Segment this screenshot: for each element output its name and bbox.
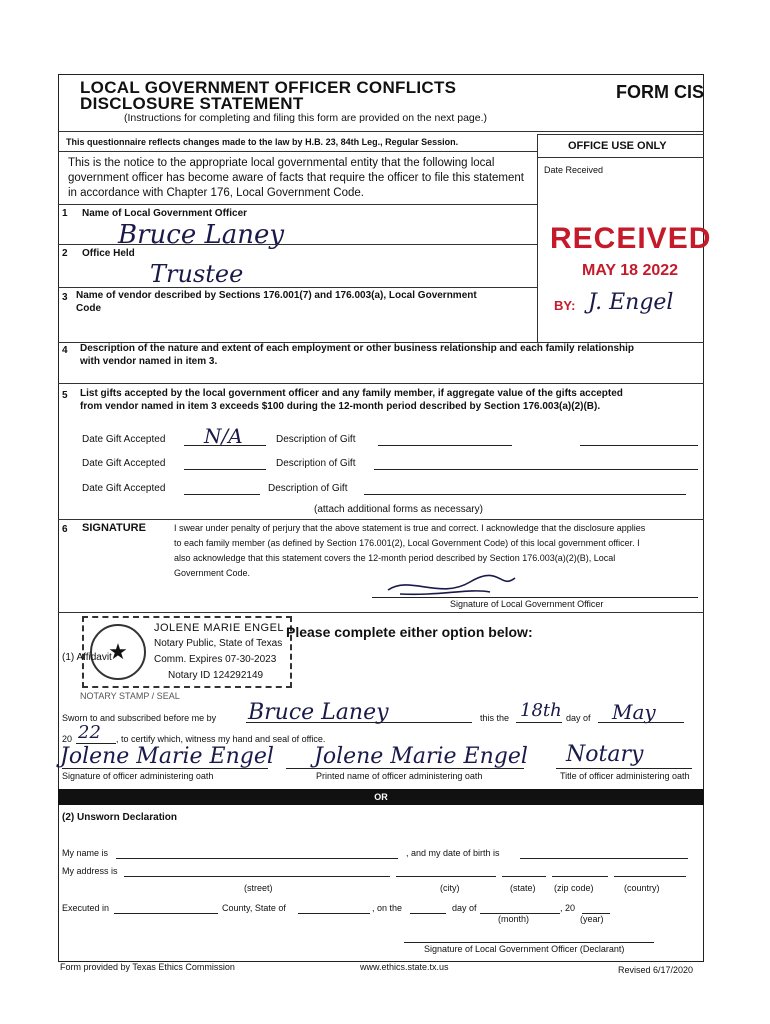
notary-line4: Notary ID 124292149 (168, 670, 264, 681)
executed-in-label: Executed in (62, 903, 110, 913)
day-value: 18th (520, 700, 562, 721)
year-value: 22 (78, 722, 101, 743)
state-caption: (state) (510, 883, 536, 893)
item4-label-line1: Description of the nature and extent of each employment or other business relationship and each family relationship (80, 343, 634, 354)
received-stamp: RECEIVED (550, 222, 712, 255)
gift3-date-label: Date Gift Accepted (82, 483, 166, 494)
zip-caption: (zip code) (554, 883, 594, 893)
questionnaire-note: This questionnaire reflects changes made to the law by H.B. 23, 84th Leg., Regular Session. (66, 137, 459, 147)
footer-provided-by: Form provided by Texas Ethics Commission (60, 962, 235, 972)
month-value: May (612, 700, 656, 724)
unsworn-heading: (2) Unsworn Declaration (62, 812, 178, 823)
country-caption: (country) (624, 883, 660, 893)
sig-caption: Signature of officer administering oath (62, 771, 214, 781)
item5-label-line2: from vendor named in item 3 exceeds $100 during the 12-month period described by Section 176.003(a)(2)(B). (80, 401, 601, 412)
item1-label: Name of Local Government Officer (82, 208, 248, 219)
item3-label-line1: Name of vendor described by Sections 176.001(7) and 176.003(a), Local Government (76, 290, 477, 301)
officer-name-handwritten: Bruce Laney (118, 220, 285, 250)
certify-text: , to certify which, witness my hand and seal of office. (116, 734, 326, 744)
form-title-line2: DISCLOSURE STATEMENT (80, 94, 304, 113)
month-caption: (month) (498, 914, 530, 924)
on-the-label: , on the (372, 903, 403, 913)
sworn-prefix: Sworn to and subscribed before me by (62, 713, 217, 723)
item1-number: 1 (62, 208, 68, 219)
date-received-label: Date Received (544, 165, 604, 175)
my-name-label: My name is (62, 848, 109, 858)
title-value: Notary (566, 742, 644, 767)
option1-label: (1) Affidavit (62, 652, 112, 663)
sworn-name: Bruce Laney (248, 700, 389, 725)
my-address-label: My address is (62, 866, 118, 876)
gift1-date-label: Date Gift Accepted (82, 434, 166, 445)
dob-label: , and my date of birth is (406, 848, 500, 858)
year-caption: (year) (580, 914, 604, 924)
printed-name-value: Jolene Marie Engel (314, 744, 528, 769)
day-of-label: day of (566, 713, 591, 723)
received-date-stamp: MAY 18 2022 (582, 262, 679, 279)
oath-text-1: I swear under penalty of perjury that the above statement is true and correct. I acknowledge that the disclosure applies (174, 523, 646, 533)
county-state-label: County, State of (222, 903, 286, 913)
notary-stamp (82, 616, 292, 688)
unsworn-day-of-label: day of (452, 903, 477, 913)
printed-caption: Printed name of officer administering oath (316, 771, 483, 781)
gift1-desc-label: Description of Gift (276, 434, 356, 445)
item4-label-line2: with vendor named in item 3. (80, 356, 218, 367)
gift2-desc-label: Description of Gift (276, 458, 356, 469)
item3-number: 3 (62, 292, 68, 303)
stamp-seal-label: NOTARY STAMP / SEAL (80, 691, 180, 701)
declarant-caption: Signature of Local Government Officer (Declarant) (424, 944, 625, 954)
city-caption: (city) (440, 883, 460, 893)
or-divider: OR (58, 789, 704, 805)
attach-note: (attach additional forms as necessary) (314, 504, 483, 515)
notary-line3: Comm. Expires 07-30-2023 (154, 654, 277, 665)
notary-seal-star-icon: ★ (90, 624, 146, 680)
item2-number: 2 (62, 248, 68, 259)
instructions-note: (Instructions for completing and filing this form are provided on the next page.) (124, 112, 488, 124)
footer-website: www.ethics.state.tx.us (360, 962, 449, 972)
option-heading: Please complete either option below: (286, 624, 533, 640)
notary-line2: Notary Public, State of Texas (154, 638, 283, 649)
officer-oath-signature: Jolene Marie Engel (60, 744, 274, 769)
office-held-handwritten: Trustee (150, 260, 244, 288)
item2-label: Office Held (82, 248, 135, 259)
signature-heading: SIGNATURE (82, 522, 146, 534)
year-20-label: , 20 (560, 903, 576, 913)
street-caption: (street) (244, 883, 273, 893)
year-prefix: 20 (62, 734, 73, 744)
item3-label-line2: Code (76, 303, 101, 314)
stamp-by-signature: J. Engel (588, 290, 674, 315)
notary-name: JOLENE MARIE ENGEL (154, 622, 285, 634)
item5-label-line1: List gifts accepted by the local government officer and any family member, if aggregate value of the gifts accepted (80, 388, 623, 399)
item5-number: 5 (62, 390, 68, 401)
office-use-heading: OFFICE USE ONLY (568, 140, 667, 152)
signature-caption: Signature of Local Government Officer (450, 599, 604, 609)
this-the-label: this the (480, 713, 510, 723)
gift1-date-value: N/A (204, 424, 243, 448)
title-caption: Title of officer administering oath (560, 771, 690, 781)
oath-text-2: to each family member (as defined by Section 176.001(2), Local Government Code) of this local government officer. I (174, 538, 640, 548)
form-title-line1: LOCAL GOVERNMENT OFFICER CONFLICTS (80, 78, 457, 97)
item6-number: 6 (62, 524, 68, 535)
oath-text-4: Government Code. (174, 568, 251, 578)
footer-revised: Revised 6/17/2020 (618, 965, 694, 975)
gift3-desc-label: Description of Gift (268, 483, 348, 494)
item4-number: 4 (62, 345, 68, 356)
form-label: FORM CIS (616, 82, 704, 102)
notice-text: This is the notice to the appropriate local governmental entity that the following local government officer has become aware of facts that require the officer to file this statement in accordance with Chapter 176, Local Government Code. (68, 157, 524, 199)
gift2-date-label: Date Gift Accepted (82, 458, 166, 469)
oath-text-3: also acknowledge that this statement covers the 12-month period described by Section 176.003(a)(2)(B), Local (174, 553, 616, 563)
stamp-by-label: BY: (554, 298, 576, 313)
